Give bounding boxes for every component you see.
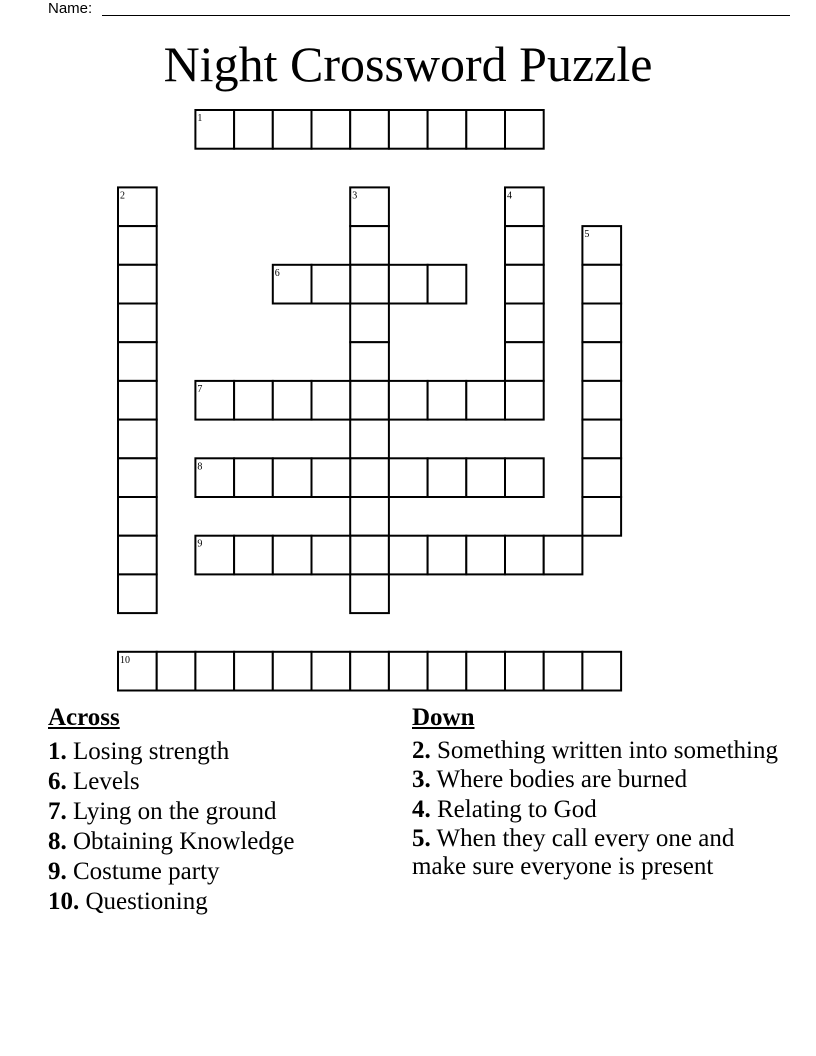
down-clue: 5. When they call every one and make sure everyone is present [412, 825, 735, 880]
grid-cell[interactable] [428, 110, 467, 149]
grid-cell[interactable] [312, 265, 351, 304]
grid-cell[interactable] [544, 536, 583, 575]
grid-cell[interactable] [505, 458, 544, 497]
grid-cell[interactable] [312, 536, 351, 575]
grid-cell[interactable] [273, 458, 312, 497]
name-label: Name: [48, 0, 93, 17]
across-clue: 8. Obtaining Knowledge [48, 828, 295, 855]
grid-cell[interactable] [350, 304, 389, 343]
grid-cell[interactable] [466, 110, 505, 149]
grid-cell[interactable] [582, 342, 621, 381]
grid-cell[interactable] [582, 458, 621, 497]
grid-cell[interactable] [505, 265, 544, 304]
grid-cell[interactable] [466, 536, 505, 575]
grid-cell[interactable] [350, 536, 389, 575]
grid-cell[interactable] [466, 652, 505, 691]
grid-cell[interactable] [118, 574, 157, 613]
clue-number: 8 [197, 461, 203, 473]
clue-number: 9 [197, 538, 203, 550]
grid-cell[interactable] [118, 342, 157, 381]
grid-cell[interactable] [389, 265, 428, 304]
clue-number: 10 [120, 654, 130, 666]
grid-cell[interactable] [389, 458, 428, 497]
grid-cell[interactable] [234, 110, 273, 149]
grid-cell[interactable] [273, 381, 312, 420]
down-clue: 4. Relating to God [412, 796, 597, 823]
across-clue: 9. Costume party [48, 858, 220, 885]
grid-cell[interactable] [582, 652, 621, 691]
grid-cell[interactable] [505, 652, 544, 691]
grid-cell[interactable] [505, 381, 544, 420]
down-clues [412, 703, 782, 881]
grid-cell[interactable] [582, 497, 621, 536]
grid-cell[interactable] [350, 342, 389, 381]
grid-cell[interactable] [350, 574, 389, 613]
grid-cell[interactable] [428, 458, 467, 497]
grid-cell[interactable] [389, 652, 428, 691]
grid-cell[interactable] [118, 381, 157, 420]
clue-number: 5 [584, 229, 590, 241]
grid-cell[interactable] [389, 536, 428, 575]
grid-cell[interactable] [505, 226, 544, 265]
grid-cell[interactable] [350, 381, 389, 420]
across-clue: 10. Questioning [48, 888, 208, 915]
grid-cell[interactable] [428, 265, 467, 304]
grid-cell[interactable] [312, 458, 351, 497]
grid-cell[interactable] [118, 265, 157, 304]
grid-cell[interactable] [118, 497, 157, 536]
down-clue: 3. Where bodies are burned [412, 766, 688, 793]
grid-cell[interactable] [428, 381, 467, 420]
clue-number: 4 [507, 190, 512, 202]
grid-cell[interactable] [273, 110, 312, 149]
grid-cell[interactable] [505, 304, 544, 343]
clue-number: 3 [352, 190, 358, 202]
grid-cell[interactable] [118, 458, 157, 497]
across-clues [48, 703, 388, 917]
grid-cell[interactable] [582, 304, 621, 343]
grid-cell[interactable] [273, 652, 312, 691]
grid-cell[interactable] [428, 652, 467, 691]
grid-cell[interactable] [582, 265, 621, 304]
clue-number: 1 [197, 113, 203, 124]
grid-cell[interactable] [505, 536, 544, 575]
across-clue: 1. Losing strength [48, 738, 230, 765]
across-heading: Across [48, 704, 120, 731]
down-clue: 2. Something written into something [412, 737, 778, 764]
grid-cell[interactable] [582, 381, 621, 420]
grid-cell[interactable] [234, 652, 273, 691]
grid-cell[interactable] [312, 652, 351, 691]
grid-cell[interactable] [234, 458, 273, 497]
grid-cell[interactable] [350, 226, 389, 265]
grid-cell[interactable] [466, 458, 505, 497]
grid-cell[interactable] [350, 420, 389, 459]
grid-cell[interactable] [273, 536, 312, 575]
grid-cell[interactable] [350, 652, 389, 691]
clue-number: 7 [197, 383, 203, 395]
grid-cell[interactable] [312, 110, 351, 149]
grid-cell[interactable] [350, 458, 389, 497]
across-clue: 6. Levels [48, 768, 140, 795]
grid-cell[interactable] [118, 304, 157, 343]
grid-cell[interactable] [195, 652, 234, 691]
grid-cell[interactable] [389, 381, 428, 420]
grid-cell[interactable] [389, 110, 428, 149]
grid-cell[interactable] [350, 265, 389, 304]
grid-cell[interactable] [505, 110, 544, 149]
clue-number: 2 [120, 190, 125, 202]
across-clue: 7. Lying on the ground [48, 798, 277, 825]
grid-cell[interactable] [157, 652, 196, 691]
grid-cell[interactable] [118, 536, 157, 575]
grid-cell[interactable] [118, 420, 157, 459]
grid-cell[interactable] [582, 420, 621, 459]
grid-cell[interactable] [350, 497, 389, 536]
grid-cell[interactable] [505, 342, 544, 381]
grid-cell[interactable] [312, 381, 351, 420]
down-heading: Down [412, 704, 475, 731]
grid-cell[interactable] [428, 536, 467, 575]
page-title: Night Crossword Puzzle [163, 36, 653, 92]
clue-number: 6 [274, 267, 280, 279]
grid-cell[interactable] [234, 381, 273, 420]
grid-cell[interactable] [466, 381, 505, 420]
grid-cell[interactable] [118, 226, 157, 265]
grid-cell[interactable] [350, 110, 389, 149]
grid-cell[interactable] [544, 652, 583, 691]
grid-cell[interactable] [234, 536, 273, 575]
